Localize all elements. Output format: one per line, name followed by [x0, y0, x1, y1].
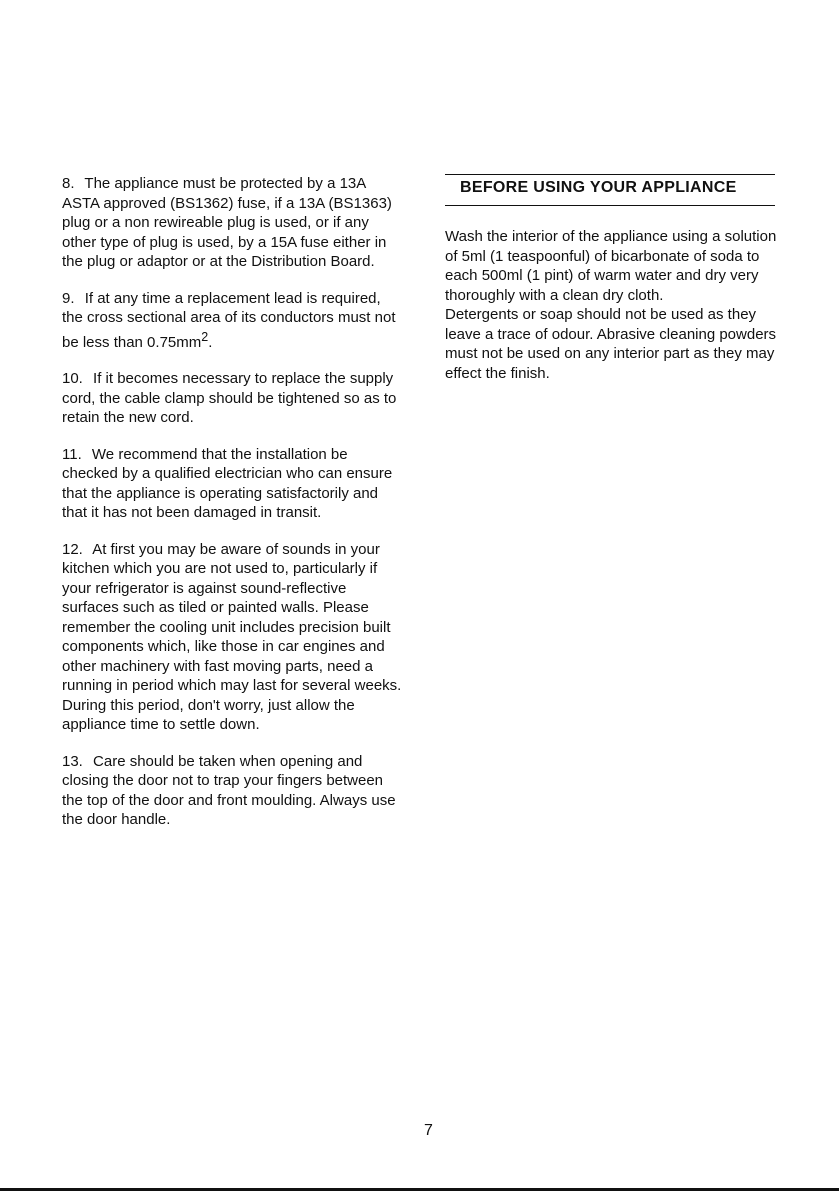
page-number: 7 — [424, 1122, 433, 1139]
left-column — [62, 174, 402, 847]
paragraph-tail: . — [208, 333, 213, 351]
cleaning-instructions: Wash the interior of the appliance using a solution of 5ml (1 teaspoonful) of bicarbonate of soda to each 500ml (1 pint) of warm water and dry very thoroughly with a clean dry cloth. — [445, 228, 777, 304]
paragraph-text: At first you may be aware of sounds in your kitchen which you are not used to, particularly if your refrigerator is against sound-reflective surfaces such as tiled or painted walls. Please remember the cooling unit includes precision built components which, like those in car engines and other machinery with fast moving parts, need a running in period which may last for several weeks. During this period, don't worry, just allow the appliance time to settle down. — [62, 540, 402, 733]
paragraph-8 — [62, 174, 402, 272]
paragraph-number: 13. — [62, 752, 83, 770]
paragraph-text: If it becomes necessary to replace the supply cord, the cable clamp should be tightened so as to retain the new cord. — [62, 370, 397, 426]
paragraph-13 — [62, 752, 402, 830]
superscript-2: 2 — [201, 329, 209, 344]
paragraph-number: 9. — [62, 289, 75, 307]
paragraph-number: 10. — [62, 370, 83, 387]
section-heading-box — [445, 174, 775, 206]
paragraph-12 — [62, 540, 402, 735]
paragraph-text: We recommend that the installation be checked by a qualified electrician who can ensure that the appliance is operating satisfactorily and that it has not been damaged in transit. — [62, 445, 393, 521]
paragraph-text: Care should be taken when opening and closing the door not to trap your fingers between the top of the door and front moulding. Always use the door handle. — [62, 752, 396, 828]
cleaning-warnings: Detergents or soap should not be used as they leave a trace of odour. Abrasive cleaning powders must not be used on any interior part as they may effect the finish. — [445, 306, 777, 382]
paragraph-number: 12. — [62, 540, 83, 558]
right-column — [445, 174, 780, 383]
paragraph-11 — [62, 445, 402, 523]
section-heading: BEFORE USING YOUR APPLIANCE — [460, 179, 737, 196]
paragraph-text: The appliance must be protected by a 13A ASTA approved (BS1362) fuse, if a 13A (BS1363) plug or a non rewireable plug is used, or if any other type of plug is used, by a 15A fuse either in the plug or adaptor or at the Distribution Board. — [62, 175, 392, 270]
paragraph-9 — [62, 289, 402, 353]
paragraph-text: If at any time a replacement lead is required, the cross sectional area of its conductors must not be less than 0.75mm — [62, 289, 396, 351]
paragraph-number: 8. — [62, 175, 75, 192]
paragraph-10 — [62, 369, 402, 428]
paragraph-number: 11. — [62, 445, 82, 463]
